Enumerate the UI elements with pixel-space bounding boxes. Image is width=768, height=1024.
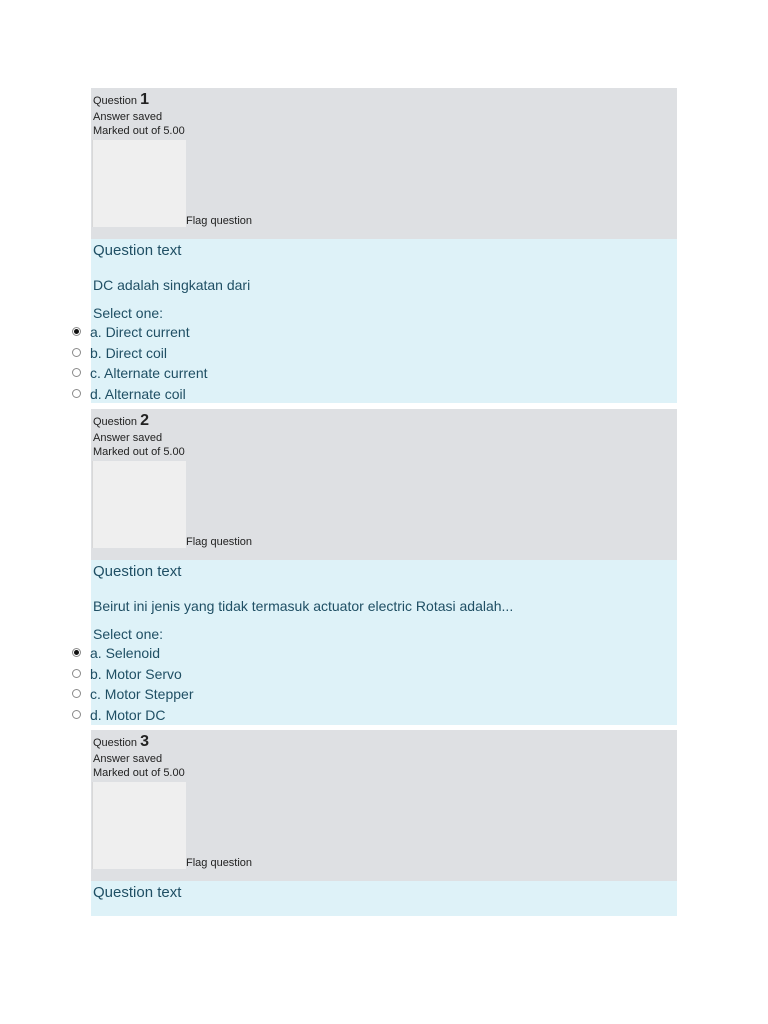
question-label: Question <box>93 95 138 107</box>
question-grade: Marked out of 5.00 <box>93 767 185 779</box>
question-number-value: 3 <box>140 733 149 750</box>
flag-icon-area[interactable] <box>92 140 186 227</box>
flag-question-link[interactable]: Flag question <box>186 857 253 869</box>
flag-question-link[interactable]: Flag question <box>186 536 253 548</box>
answer-option-label[interactable]: b. Motor Servo <box>90 665 182 682</box>
answer-option-label[interactable]: b. Direct coil <box>90 344 168 361</box>
question-text-heading: Question text <box>93 242 182 259</box>
answer-option-label[interactable]: d. Alternate coil <box>90 385 186 402</box>
radio-button[interactable] <box>72 368 81 377</box>
question-content <box>91 239 677 403</box>
answer-state: Answer saved <box>93 432 163 444</box>
question-number <box>93 91 149 109</box>
question-number <box>93 412 149 430</box>
radio-button-selected[interactable] <box>72 648 81 657</box>
radio-button[interactable] <box>72 389 81 398</box>
question-number-value: 2 <box>140 412 149 429</box>
question-grade: Marked out of 5.00 <box>93 446 185 458</box>
question-label: Question <box>93 416 138 428</box>
question-number <box>93 733 149 751</box>
question-text-heading: Question text <box>93 884 182 901</box>
question-block-2 <box>91 409 677 725</box>
answer-option-label[interactable]: a. Direct current <box>90 324 190 340</box>
flag-icon-area[interactable] <box>92 782 186 869</box>
question-block-1 <box>91 88 677 403</box>
answer-option-label[interactable]: d. Motor DC <box>90 706 166 723</box>
radio-button[interactable] <box>72 669 81 678</box>
select-one-prompt: Select one: <box>93 626 164 642</box>
question-grade: Marked out of 5.00 <box>93 125 185 137</box>
answer-option-label[interactable]: c. Alternate current <box>90 365 208 381</box>
select-one-prompt: Select one: <box>93 305 164 321</box>
question-content <box>91 881 677 916</box>
radio-button[interactable] <box>72 689 81 698</box>
question-info-panel <box>91 409 677 560</box>
question-text: DC adalah singkatan dari <box>93 277 251 293</box>
radio-button[interactable] <box>72 348 81 357</box>
flag-question-link[interactable]: Flag question <box>186 215 253 227</box>
question-text: Beirut ini jenis yang tidak termasuk actuator electric Rotasi adalah... <box>93 598 514 614</box>
question-info-panel <box>91 730 677 881</box>
answer-option-label[interactable]: a. Selenoid <box>90 645 161 661</box>
question-info-panel <box>91 88 677 239</box>
radio-button[interactable] <box>72 710 81 719</box>
question-text-heading: Question text <box>93 563 182 580</box>
flag-icon-area[interactable] <box>92 461 186 548</box>
radio-button-selected[interactable] <box>72 327 81 336</box>
answer-state: Answer saved <box>93 111 163 123</box>
question-label: Question <box>93 737 138 749</box>
answer-option-label[interactable]: c. Motor Stepper <box>90 686 194 702</box>
answer-state: Answer saved <box>93 753 163 765</box>
question-number-value: 1 <box>140 91 149 108</box>
question-block-3 <box>91 730 677 916</box>
question-content <box>91 560 677 725</box>
